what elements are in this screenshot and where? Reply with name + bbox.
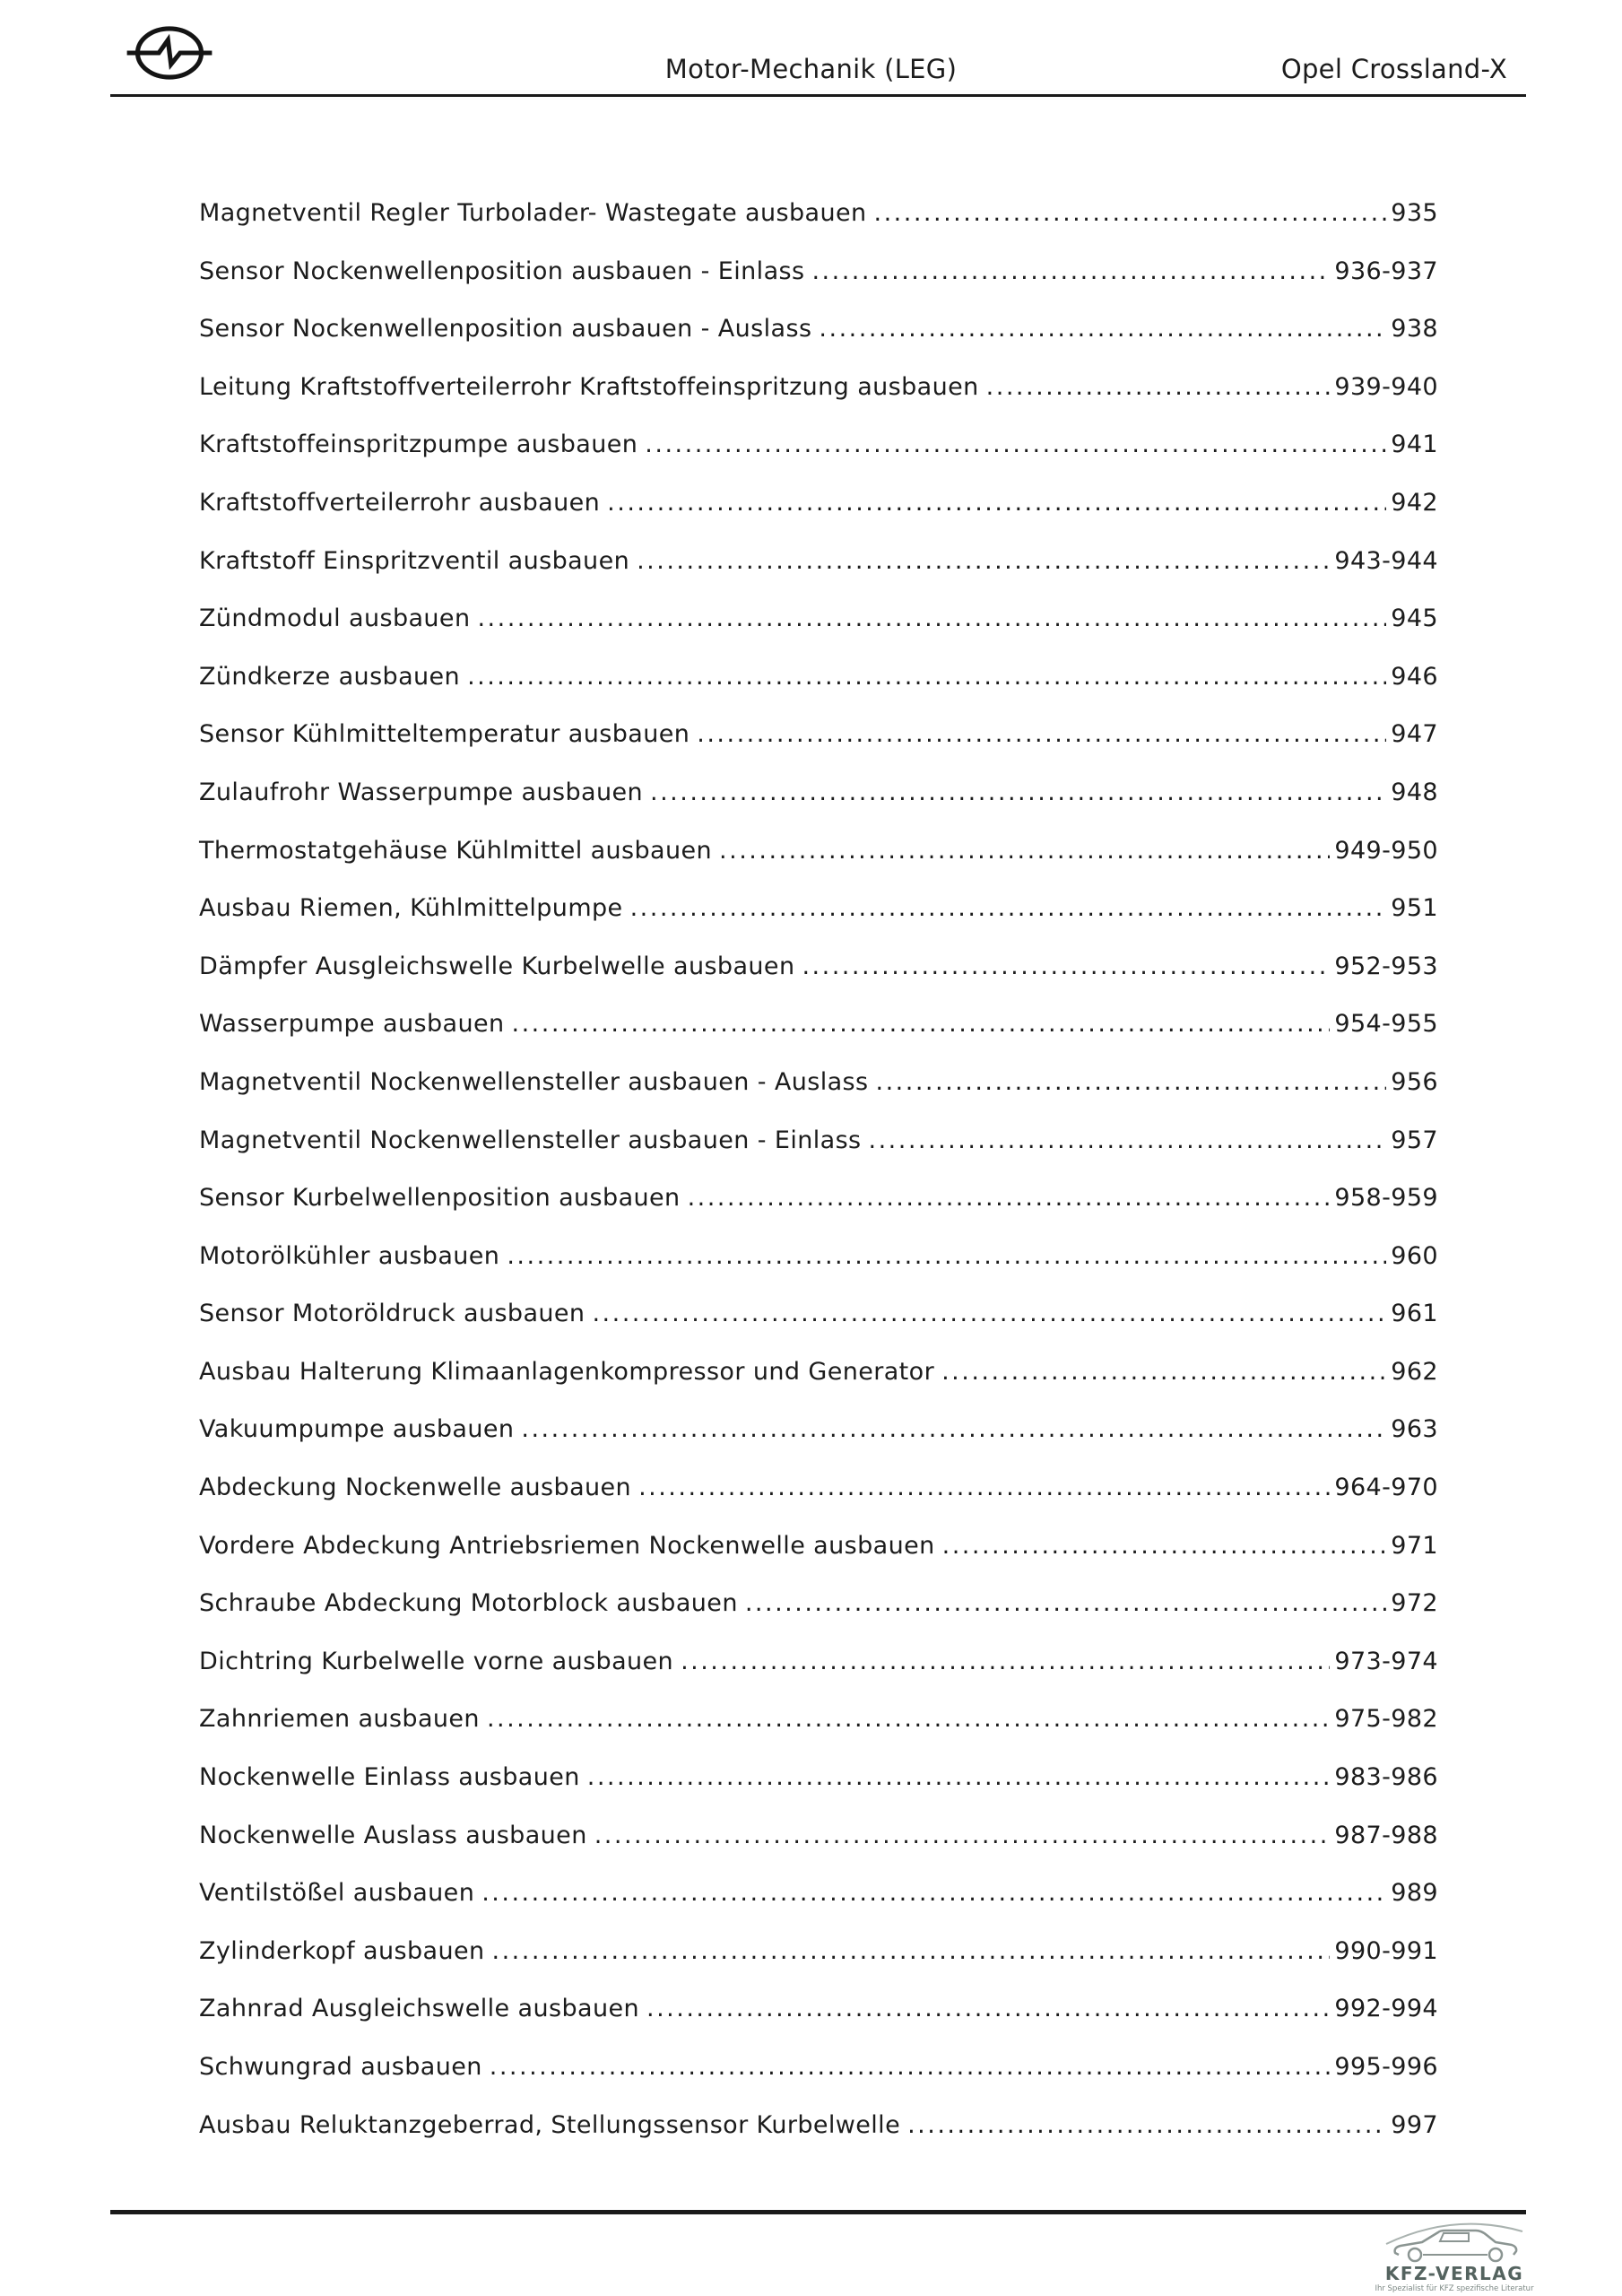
toc-entry-pages: 943-944 bbox=[1334, 546, 1438, 575]
toc-entry-title: Nockenwelle Einlass ausbauen bbox=[199, 1763, 580, 1792]
toc-dot-leader bbox=[719, 822, 1330, 881]
toc-dot-leader bbox=[521, 1401, 1386, 1459]
header-model-title: Opel Crossland-X bbox=[1280, 54, 1507, 84]
table-of-contents bbox=[199, 185, 1438, 2154]
toc-dot-leader bbox=[802, 938, 1330, 996]
toc-entry-title: Sensor Kurbelwellenposition ausbauen bbox=[199, 1184, 681, 1213]
toc-entry-title: Nockenwelle Auslass ausbauen bbox=[199, 1821, 587, 1849]
toc-entry-title: Kraftstoffverteilerrohr ausbauen bbox=[199, 488, 601, 517]
toc-entry[interactable] bbox=[199, 648, 1438, 707]
publisher-name: KFZ-VERLAG bbox=[1384, 2263, 1524, 2284]
toc-entry-pages: 954-955 bbox=[1334, 1010, 1438, 1039]
toc-entry-pages: 952-953 bbox=[1334, 952, 1438, 980]
toc-entry-title: Ausbau Halterung Klimaanlagenkompressor und Generator bbox=[199, 1357, 935, 1386]
toc-entry-title: Zylinderkopf ausbauen bbox=[199, 1936, 485, 1965]
toc-entry-pages: 948 bbox=[1391, 778, 1438, 806]
toc-dot-leader bbox=[681, 1633, 1330, 1692]
publisher-tagline: Ihr Spezialist für KFZ spezifische Literatur bbox=[1375, 2284, 1534, 2293]
toc-entry-pages: 997 bbox=[1391, 2110, 1438, 2139]
header-rule bbox=[110, 94, 1526, 97]
toc-entry[interactable] bbox=[199, 243, 1438, 301]
toc-entry-title: Kraftstoff Einspritzventil ausbauen bbox=[199, 546, 630, 575]
toc-entry-title: Leitung Kraftstoffverteilerrohr Kraftstoffeinspritzung ausbauen bbox=[199, 372, 979, 401]
toc-entry-pages: 935 bbox=[1391, 199, 1438, 227]
toc-entry-pages: 941 bbox=[1391, 430, 1438, 459]
toc-entry[interactable] bbox=[199, 1980, 1438, 2039]
toc-dot-leader bbox=[638, 1459, 1330, 1518]
toc-entry-title: Zahnriemen ausbauen bbox=[199, 1705, 480, 1734]
toc-entry-title: Zündkerze ausbauen bbox=[199, 662, 461, 691]
toc-entry-pages: 939-940 bbox=[1334, 372, 1438, 401]
toc-dot-leader bbox=[874, 185, 1387, 243]
toc-entry[interactable] bbox=[199, 185, 1438, 243]
toc-entry-pages: 942 bbox=[1391, 488, 1438, 517]
toc-dot-leader bbox=[487, 1691, 1330, 1749]
toc-entry-title: Sensor Nockenwellenposition ausbauen - Auslass bbox=[199, 315, 812, 344]
footer-rule bbox=[110, 2210, 1526, 2214]
toc-entry-pages: 951 bbox=[1391, 894, 1438, 923]
toc-entry-pages: 960 bbox=[1391, 1241, 1438, 1270]
toc-dot-leader bbox=[481, 1865, 1386, 1923]
toc-entry[interactable] bbox=[199, 706, 1438, 764]
toc-entry-pages: 938 bbox=[1391, 315, 1438, 344]
toc-dot-leader bbox=[592, 1285, 1386, 1344]
toc-dot-leader bbox=[492, 1923, 1331, 1981]
toc-entry-pages: 963 bbox=[1391, 1415, 1438, 1444]
toc-dot-leader bbox=[490, 2039, 1331, 2097]
toc-entry[interactable] bbox=[199, 1691, 1438, 1749]
toc-dot-leader bbox=[942, 1518, 1387, 1576]
publisher-logo bbox=[1369, 2217, 1540, 2293]
toc-entry[interactable] bbox=[199, 359, 1438, 417]
toc-entry-title: Sensor Kühlmitteltemperatur ausbauen bbox=[199, 720, 690, 749]
toc-dot-leader bbox=[645, 416, 1386, 474]
toc-dot-leader bbox=[986, 359, 1331, 417]
toc-entry[interactable] bbox=[199, 1518, 1438, 1576]
toc-entry[interactable] bbox=[199, 1285, 1438, 1344]
toc-entry[interactable] bbox=[199, 1575, 1438, 1633]
toc-entry-title: Sensor Nockenwellenposition ausbauen - Einlass bbox=[199, 257, 805, 285]
toc-entry[interactable] bbox=[199, 2039, 1438, 2097]
toc-entry-pages: 949-950 bbox=[1334, 836, 1438, 865]
toc-entry-pages: 956 bbox=[1391, 1067, 1438, 1096]
toc-entry-pages: 936-937 bbox=[1334, 257, 1438, 285]
toc-entry-pages: 964-970 bbox=[1334, 1474, 1438, 1502]
toc-entry-pages: 971 bbox=[1391, 1531, 1438, 1560]
publisher-car-icon bbox=[1383, 2217, 1526, 2264]
toc-entry-title: Vordere Abdeckung Antriebsriemen Nockenwelle ausbauen bbox=[199, 1531, 935, 1560]
toc-dot-leader bbox=[876, 1054, 1387, 1112]
toc-dot-leader bbox=[477, 590, 1386, 648]
toc-dot-leader bbox=[907, 2097, 1386, 2155]
toc-entry-title: Dämpfer Ausgleichswelle Kurbelwelle ausbauen bbox=[199, 952, 795, 980]
toc-dot-leader bbox=[512, 996, 1331, 1054]
toc-entry[interactable] bbox=[199, 1054, 1438, 1112]
header-section-title: Motor-Mechanik (LEG) bbox=[664, 54, 958, 84]
toc-entry[interactable] bbox=[199, 416, 1438, 474]
toc-entry[interactable] bbox=[199, 590, 1438, 648]
toc-entry-title: Magnetventil Regler Turbolader- Wastegate ausbauen bbox=[199, 199, 867, 227]
toc-entry-title: Magnetventil Nockenwellensteller ausbauen - Auslass bbox=[199, 1067, 869, 1096]
toc-entry-title: Zahnrad Ausgleichswelle ausbauen bbox=[199, 1995, 639, 2023]
toc-entry-pages: 962 bbox=[1391, 1357, 1438, 1386]
toc-entry[interactable] bbox=[199, 880, 1438, 938]
toc-dot-leader bbox=[819, 300, 1386, 359]
toc-entry-title: Sensor Motoröldruck ausbauen bbox=[199, 1300, 585, 1328]
toc-dot-leader bbox=[607, 474, 1386, 533]
toc-entry-pages: 990-991 bbox=[1334, 1936, 1438, 1965]
toc-entry[interactable] bbox=[199, 474, 1438, 533]
toc-entry-title: Dichtring Kurbelwelle vorne ausbauen bbox=[199, 1647, 674, 1675]
toc-entry[interactable] bbox=[199, 533, 1438, 591]
toc-entry[interactable] bbox=[199, 300, 1438, 359]
toc-entry[interactable] bbox=[199, 1112, 1438, 1170]
toc-entry[interactable] bbox=[199, 764, 1438, 822]
toc-entry-pages: 975-982 bbox=[1334, 1705, 1438, 1734]
toc-entry-title: Zündmodul ausbauen bbox=[199, 604, 471, 633]
toc-entry-pages: 957 bbox=[1391, 1126, 1438, 1154]
toc-entry-pages: 961 bbox=[1391, 1300, 1438, 1328]
toc-entry[interactable] bbox=[199, 1344, 1438, 1402]
toc-entry-pages: 987-988 bbox=[1334, 1821, 1438, 1849]
toc-dot-leader bbox=[941, 1344, 1386, 1402]
toc-entry[interactable] bbox=[199, 1459, 1438, 1518]
toc-entry-pages: 946 bbox=[1391, 662, 1438, 691]
toc-entry-pages: 973-974 bbox=[1334, 1647, 1438, 1675]
toc-entry[interactable] bbox=[199, 1170, 1438, 1228]
toc-entry[interactable] bbox=[199, 2097, 1438, 2155]
toc-dot-leader bbox=[688, 1170, 1331, 1228]
toc-entry[interactable] bbox=[199, 1633, 1438, 1692]
toc-dot-leader bbox=[630, 880, 1387, 938]
toc-dot-leader bbox=[650, 764, 1386, 822]
toc-entry-pages: 947 bbox=[1391, 720, 1438, 749]
toc-entry-title: Ventilstößel ausbauen bbox=[199, 1879, 475, 1908]
toc-entry-title: Kraftstoffeinspritzpumpe ausbauen bbox=[199, 430, 638, 459]
toc-dot-leader bbox=[811, 243, 1330, 301]
toc-entry[interactable] bbox=[199, 1749, 1438, 1807]
toc-entry-title: Thermostatgehäuse Kühlmittel ausbauen bbox=[199, 836, 713, 865]
toc-entry-title: Abdeckung Nockenwelle ausbauen bbox=[199, 1474, 632, 1502]
toc-dot-leader bbox=[697, 706, 1386, 764]
toc-entry-pages: 972 bbox=[1391, 1589, 1438, 1618]
toc-dot-leader bbox=[507, 1228, 1386, 1286]
toc-entry-pages: 992-994 bbox=[1334, 1995, 1438, 2023]
toc-dot-leader bbox=[467, 648, 1386, 707]
toc-entry-title: Ausbau Riemen, Kühlmittelpumpe bbox=[199, 894, 623, 923]
toc-entry-title: Magnetventil Nockenwellensteller ausbauen - Einlass bbox=[199, 1126, 862, 1154]
toc-entry[interactable] bbox=[199, 822, 1438, 881]
toc-entry[interactable] bbox=[199, 1228, 1438, 1286]
toc-entry-title: Wasserpumpe ausbauen bbox=[199, 1010, 505, 1039]
toc-dot-leader bbox=[745, 1575, 1386, 1633]
toc-entry[interactable] bbox=[199, 938, 1438, 996]
page-header bbox=[0, 0, 1622, 99]
toc-entry-title: Motorölkühler ausbauen bbox=[199, 1241, 500, 1270]
toc-entry-title: Schraube Abdeckung Motorblock ausbauen bbox=[199, 1589, 738, 1618]
toc-entry-pages: 958-959 bbox=[1334, 1184, 1438, 1213]
toc-dot-leader bbox=[869, 1112, 1387, 1170]
toc-entry-title: Schwungrad ausbauen bbox=[199, 2053, 482, 2081]
toc-entry[interactable] bbox=[199, 1807, 1438, 1866]
toc-entry[interactable] bbox=[199, 1923, 1438, 1981]
toc-dot-leader bbox=[594, 1807, 1331, 1866]
toc-entry[interactable] bbox=[199, 996, 1438, 1054]
toc-dot-leader bbox=[637, 533, 1330, 591]
toc-entry[interactable] bbox=[199, 1401, 1438, 1459]
toc-entry-title: Vakuumpumpe ausbauen bbox=[199, 1415, 515, 1444]
toc-entry-pages: 995-996 bbox=[1334, 2053, 1438, 2081]
toc-entry-pages: 989 bbox=[1391, 1879, 1438, 1908]
toc-entry-pages: 945 bbox=[1391, 604, 1438, 633]
toc-dot-leader bbox=[587, 1749, 1331, 1807]
toc-dot-leader bbox=[646, 1980, 1330, 2039]
toc-entry-pages: 983-986 bbox=[1334, 1763, 1438, 1792]
toc-entry-title: Zulaufrohr Wasserpumpe ausbauen bbox=[199, 778, 643, 806]
toc-entry-title: Ausbau Reluktanzgeberrad, Stellungssensor Kurbelwelle bbox=[199, 2110, 901, 2139]
toc-entry[interactable] bbox=[199, 1865, 1438, 1923]
